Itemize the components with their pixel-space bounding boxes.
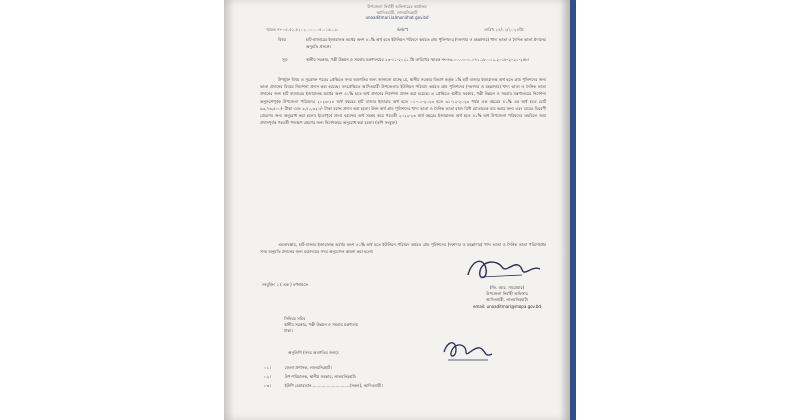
office-name: উপজেলা নির্বাহী অফিসারের কার্যালয় bbox=[367, 4, 427, 9]
copies-list bbox=[264, 365, 383, 392]
reference-label: সূত্র bbox=[282, 57, 288, 62]
subject-text: হাট-বাজারের ইজারালব্ধ অর্থের অংশ ৪১% অর্থ হতে ইউনিয়ন পরিষদে কর্মরত গ্রাম পুলিশদের (দফাদার ও মহল্লাদার) খাদ্য ভাতা ও দৈনিক ভাতা প্রদানের অনুমতি প্রসঙ্গে। bbox=[306, 37, 546, 50]
signer-email: email: unoaditmari@mopa.gov.bd bbox=[473, 303, 541, 309]
signature-mark bbox=[462, 255, 542, 285]
list-item: ০৩। ইউপি চেয়ারম্যান..............................(সকল), আদিতমারী। bbox=[264, 383, 383, 388]
recipient-block bbox=[284, 316, 358, 335]
recipient-line-3: ঢাকা। bbox=[284, 328, 293, 334]
office-location: আদিতমারী, লালমনিরহাট bbox=[376, 9, 418, 15]
background-left bbox=[0, 0, 235, 420]
list-item: ০২। উপ-পরিচালক, স্থানীয় সরকার, লালমনিরহাট। bbox=[264, 374, 357, 379]
memo-number: স্মারক নং-০৫.৫২.৫২০২.০০০.০৫.০১৬.১৯- bbox=[266, 27, 339, 32]
office-email: unoaditmari.lalmonirhat.gov.bd bbox=[365, 15, 429, 21]
signer-block bbox=[457, 285, 557, 310]
folder-edge bbox=[570, 0, 576, 420]
memo-date: তারিখ ২৪/০২/২০২৪খ্রি: bbox=[484, 27, 525, 32]
initial-mark bbox=[440, 336, 500, 364]
list-item: ০১। জেলা প্রশাসক, লালমনিরহাট। bbox=[264, 365, 332, 370]
copy-heading: অনুলিপি (সদয় অবগতির জন্য): bbox=[288, 350, 340, 355]
recipient-line-1: সিনিয়র সচিব bbox=[284, 316, 306, 321]
background-right bbox=[567, 0, 800, 420]
reference-text: স্থানীয় সরকার, পল্লী উন্নয়ন ও সমবায় মন্ত্রণালয়ের ২৩-১১-২০২১ খ্রি তারিখের স্মারক নং-৪৬.০০.০০০০.০৭১.১৮.০০১.২০১৮-২০২১-২৫৮। bbox=[306, 57, 530, 62]
subject-label: বিষয় bbox=[278, 37, 286, 42]
signer-title: উপজেলা নির্বাহী অফিসার bbox=[486, 291, 528, 297]
attachment-line: সংযুক্তি: ১ ( এক ) বর্ণনামতে bbox=[262, 282, 308, 287]
body-paragraph-2: এমতাবস্থায়, হাট-বাজার ইজারালব্ধ অর্থের অংশ ৪১% অর্থ হতে ইউনিয়ন পরিষদে কর্মরত গ্রাম পুলিশদের (দফাদার ও মহল্লাদার) খাদ্য ভাতা ও দৈনিক ভাতা পরিশোধের সদয় অনুমতি প্রদানের জন্য মহোদয়ের সদয় অনুমোদন কামনা করা হলো। bbox=[260, 242, 546, 255]
body-paragraph-1: উপর্যুক্ত বিষয় ও সূত্রোক্ত পত্রের প্রেক্ষিতে সদয় অবগতির জন্য জানানো যাচ্ছে যে, স্থানীয় সরকার বিভাগ কর্তৃক ১% হাট বাজার ইজারালব্ধ অর্থ হতে গ্রাম পুলিশদের জন্য ভাতা প্রদানের বিষয়ে নির্দেশনা প্রদান করা হয়েছে। তৎপ্রেক্ষিতে আদিতমারী উপজেলার ইউনিয়ন পরিষদে কর্মরত গ্রাম পুলিশদের (দফাদার ও মহল্লাদার) খাদ্য ভাতা ও দৈনিক ভাতা প্রদানের জন্য হাট বাজারের ইজারালব্ধ অর্থের অংশ ৪১% হতে অর্থ প্রদানের নির্দেশনা প্রদান করা হয়েছে। এ প্রেক্ষিতে স্থানীয় সরকার, পল্লী উন্নয়ন ও সমবায় মন্ত্রণালয়ের নির্দেশনা অনুসরণপূর্বক উপজেলা পরিষদের ২০২৩-২৪ অর্থ বছরের হাট বাজার ইজারার অর্থ হতে ০১-০১-২০২৩ হতে ৩১-১২-২০২৩ পর্যন্ত এক বছরের ৪১% এর অর্থ হতে মোট ৯৩,৭৩,৫০০/- টাকা এবং ৩,৭০,৩২০/- টাকা বরাদ্দ প্রদান করা হলো। উক্ত অর্থ গ্রাম পুলিশদের খাদ্য ভাতা ও দৈনিক ভাতা বাবদ বিধি মোতাবেক ব্যয় করার জন্য এবং ব্যয়ের বিবরণী প্রেরণের জন্য অনুরোধ করা হলো। ইতোপূর্বে প্রদত্ত বরাদ্দের অর্থ সমন্বয় করে পরবর্তী ২০২২-২৩ অর্থ বছরের ইজারালব্ধ অর্থ হতে ৪১% অর্থ উপজেলা পরিষদের তহবিলে জমা প্রদানপূর্বক পরবর্তী পদক্ষেপ গ্রহণের জন্য নির্দেশক্রমে অনুরোধ করা হলো। (কপি সংযুক্ত) bbox=[260, 77, 546, 126]
document-page bbox=[224, 0, 570, 420]
signer-name: (জি. আর. সারোয়ার) bbox=[489, 285, 525, 290]
recipient-line-2: স্থানীয় সরকার, পল্লী উন্নয়ন ও সমবায় মন্ত্রণালয় bbox=[284, 322, 358, 328]
office-header bbox=[224, 4, 570, 21]
signer-office: আদিতমারী, লালমনিরহাট। bbox=[485, 297, 529, 303]
memo-serial: ৬৬৭ bbox=[397, 26, 409, 33]
